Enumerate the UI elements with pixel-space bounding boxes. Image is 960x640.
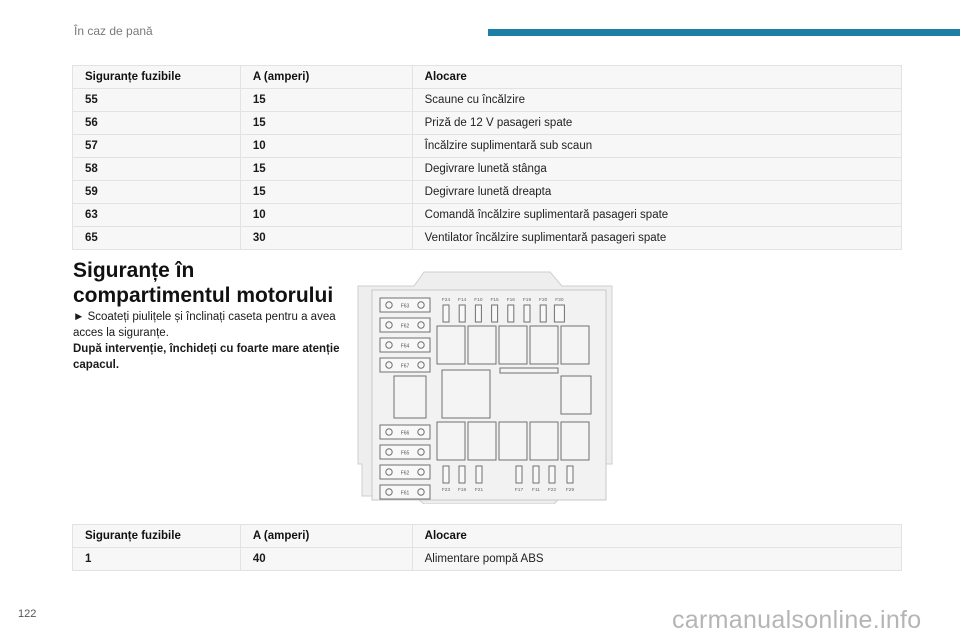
plugged-fuse [380,465,430,479]
fuse-label: F23 [441,488,451,493]
mini-fuse [459,305,465,322]
fuse-number: 55 [73,89,241,112]
table-row [73,548,902,571]
mini-fuse [476,466,482,483]
table-header-row [73,525,902,548]
mini-fuse [549,466,555,483]
relay-block [468,326,496,364]
mini-fuse [554,305,564,322]
instruction-text: ► Scoateți piulițele și înclinați caseta pentru a avea acces la siguranțe. [73,311,336,339]
section-title: Siguranțe în compartimentul motorului [73,259,334,307]
column-header: Siguranțe fuzibile [73,525,241,548]
fuse-amperage: 15 [240,181,412,204]
relay-block [530,326,558,364]
fuse-number: 56 [73,112,241,135]
mini-fuse [540,305,546,322]
fuse-label: F29 [565,488,575,493]
column-header: A (amperi) [240,66,412,89]
plugged-fuse [380,485,430,499]
engine-fuse-box-diagram [354,268,616,504]
fuse-label: F14 [458,298,467,303]
instructions-block [73,309,343,373]
mini-fuse [567,466,573,483]
table-row [73,204,902,227]
fuse-label: F19 [522,298,532,303]
maxi-relay-block [442,370,490,418]
mini-fuse [443,305,449,322]
column-header: A (amperi) [240,525,412,548]
fuse-label: F63 [400,303,410,310]
fuse-label: F15 [490,298,499,303]
fuse-allocation: Degivrare lunetă dreapta [412,181,901,204]
relay-block [561,326,589,364]
relay-block [561,376,591,414]
fuse-label: F62 [400,470,410,477]
fuse-label: F10 [474,298,483,303]
mini-fuse [475,305,481,322]
table-row [73,112,902,135]
fuse-amperage: 40 [240,548,412,571]
mini-fuse [492,305,498,322]
header-accent-bar [488,29,960,36]
fuse-label: F11 [532,488,540,493]
fuse-label: F64 [400,343,410,350]
fuse-allocation: Alimentare pompă ABS [412,548,901,571]
relay-block [499,326,527,364]
relay-block [499,422,527,460]
fuse-label: F17 [514,488,524,493]
fuse-label: F30 [555,298,564,303]
page-number: 122 [18,608,37,620]
fuse-label: F21 [474,488,484,493]
mini-fuse [516,466,522,483]
table-row [73,227,902,250]
connector-slot [500,368,558,373]
column-header: Alocare [412,66,901,89]
warning-text: După intervenție, închideți cu foarte mare atenție capacul. [73,343,340,371]
fuse-amperage: 10 [240,135,412,158]
fuse-number: 63 [73,204,241,227]
fuse-amperage: 30 [240,227,412,250]
mini-fuse [524,305,530,322]
fuse-label: F61 [400,490,410,497]
fuse-label: F24 [441,298,451,303]
fuse-number: 65 [73,227,241,250]
mini-fuse [443,466,449,483]
plugged-fuse [380,318,430,332]
mini-fuse [508,305,514,322]
fuse-label: F66 [400,430,410,437]
fuse-table-interior [72,65,902,250]
plugged-fuse [380,445,430,459]
relay-block [530,422,558,460]
fuse-amperage: 10 [240,204,412,227]
fuse-amperage: 15 [240,89,412,112]
mini-fuse [459,466,465,483]
fuse-allocation: Încălzire suplimentară sub scaun [412,135,901,158]
fuse-label: F16 [506,298,515,303]
fuse-number: 58 [73,158,241,181]
fuse-allocation: Comandă încălzire suplimentară pasageri spate [412,204,901,227]
fuse-label: F62 [400,323,410,330]
fuse-allocation: Priză de 12 V pasageri spate [412,112,901,135]
fuse-number: 57 [73,135,241,158]
table-row [73,135,902,158]
fuse-label: F22 [547,488,557,493]
fuse-label: F20 [539,298,548,303]
relay-block [468,422,496,460]
fuse-allocation: Degivrare lunetă stânga [412,158,901,181]
column-header: Siguranțe fuzibile [73,66,241,89]
fuse-label: F67 [400,363,410,370]
table-row [73,158,902,181]
mini-fuse [533,466,539,483]
plugged-fuse [380,425,430,439]
column-header: Alocare [412,525,901,548]
fuse-amperage: 15 [240,158,412,181]
section-header-title: În caz de pană [74,24,153,38]
fuse-allocation: Ventilator încălzire suplimentară pasageri spate [412,227,901,250]
plugged-fuse [380,358,430,372]
fuse-table-engine [72,524,902,571]
table-header-row [73,66,902,89]
plugged-fuse [380,298,430,312]
fuse-label: F65 [400,450,410,457]
relay-block [437,326,465,364]
table-row [73,89,902,112]
relay-block [561,422,589,460]
fuse-label: F18 [457,488,467,493]
fuse-amperage: 15 [240,112,412,135]
fuse-number: 59 [73,181,241,204]
fuse-number: 1 [73,548,241,571]
relay-block [437,422,465,460]
plugged-fuse [380,338,430,352]
fuse-allocation: Scaune cu încălzire [412,89,901,112]
table-row [73,181,902,204]
watermark-text: carmanualsonline.info [672,606,922,634]
relay-block [394,376,426,418]
